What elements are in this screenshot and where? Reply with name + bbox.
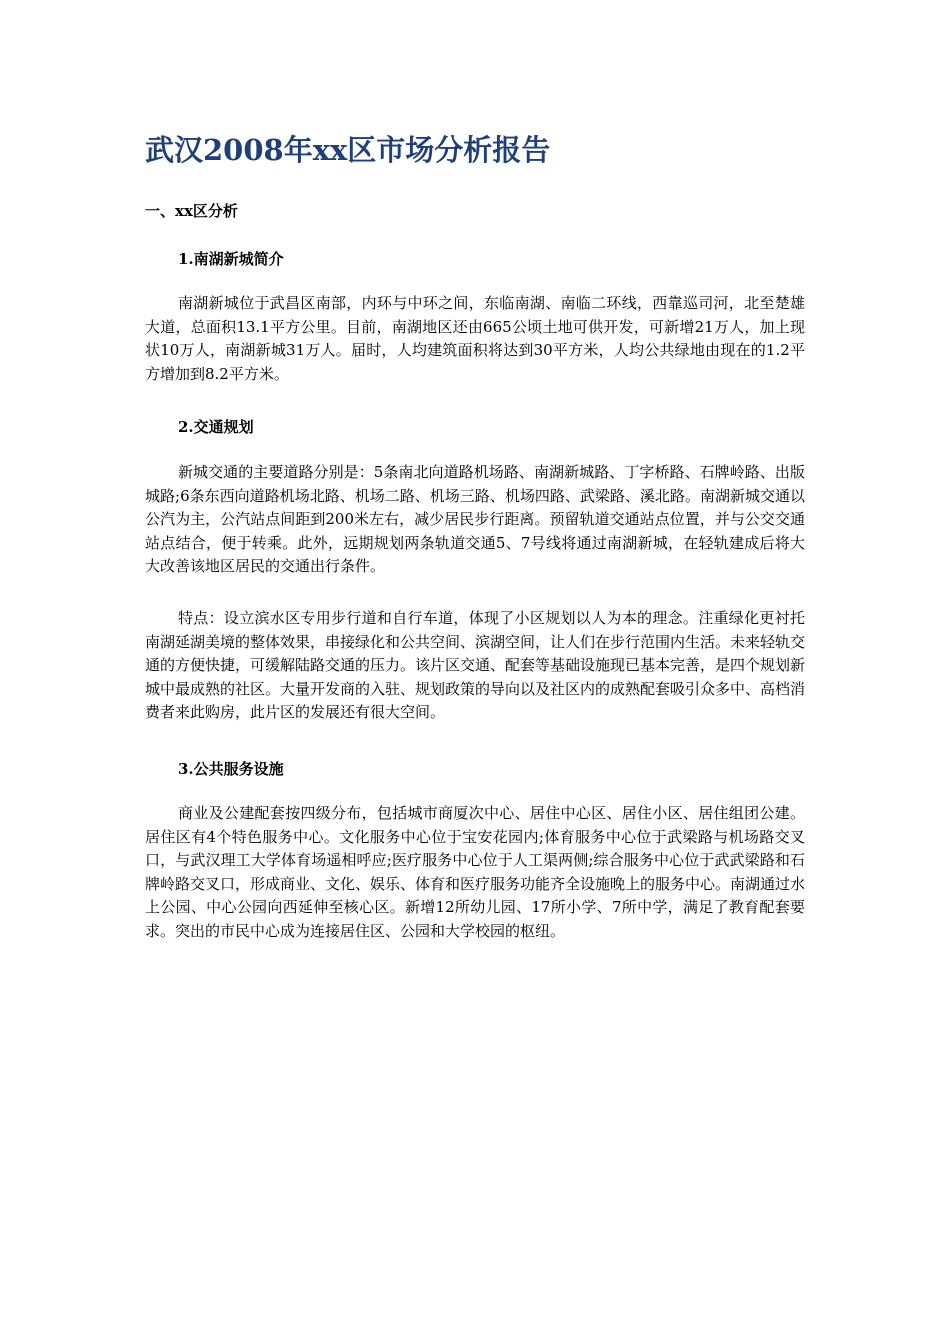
subsection-heading-public-services: 3.公共服务设施 (178, 760, 284, 778)
subsection-heading-traffic: 2.交通规划 (178, 418, 254, 436)
paragraph-public-services: 商业及公建配套按四级分布，包括城市商厦次中心、居住中心区、居住小区、居住组团公建。居住区有4个特色服务中心。文化服务中心位于宝安花园内;体育服务中心位于武梁路与机场路交叉口，与武汉理工大学体育场遥相呼应;医疗服务中心位于人工渠两侧;综合服务中心位于武武梁路和石牌岭路交叉口，形成商业、文化、娱乐、体育和医疗服务功能齐全设施晚上的服务中心。南湖通过水上公园、中心公园向西延伸至核心区。新增12所幼儿园、17所小学、7所中学，满足了教育配套要求。突出的市民中心成为连接居住区、公园和大学校园的枢纽。 (145, 804, 806, 940)
document-title: 武汉2008年xx区市场分析报告 (145, 133, 551, 167)
section-heading-analysis: 一、xx区分析 (145, 202, 238, 220)
paragraph-traffic: 新城交通的主要道路分别是：5条南北向道路机场路、南湖新城路、丁字桥路、石牌岭路、出版城路;6条东西向道路机场北路、机场二路、机场三路、机场四路、武梁路、溪北路。南湖新城交通以公汽为主，公汽站点间距到200米左右，减少居民步行距离。预留轨道交通站点位置，并与公交交通站点结合，便于转乘。此外，远期规划两条轨道交通5、7号线将通过南湖新城，在轻轨建成后将大大改善该地区居民的交通出行条件。 (145, 463, 805, 575)
paragraph-features: 特点：设立滨水区专用步行道和自行车道，体现了小区规划以人为本的理念。注重绿化更衬托南湖延湖美境的整体效果，串接绿化和公共空间、滨湖空间，让人们在步行范围内生活。未来轻轨交通的方便快捷，可缓解陆路交通的压力。该片区交通、配套等基础设施现已基本完善，是四个规划新城中最成熟的社区。大量开发商的入驻、规划政策的导向以及社区内的成熟配套吸引众多中、高档消费者来此购房，此片区的发展还有很大空间。 (145, 609, 806, 721)
paragraph-intro: 南湖新城位于武昌区南部，内环与中环之间，东临南湖、南临二环线，西靠巡司河，北至楚雄大道，总面积13.1平方公里。目前，南湖地区还由665公顷土地可供开发，可新增21万人，加上现状10万人，南湖新城31万人。届时，人均建筑面积将达到30平方米，人均公共绿地由现在的1.2平方增加到8.2平方米。 (145, 294, 805, 383)
subsection-heading-intro: 1.南湖新城简介 (178, 250, 284, 268)
